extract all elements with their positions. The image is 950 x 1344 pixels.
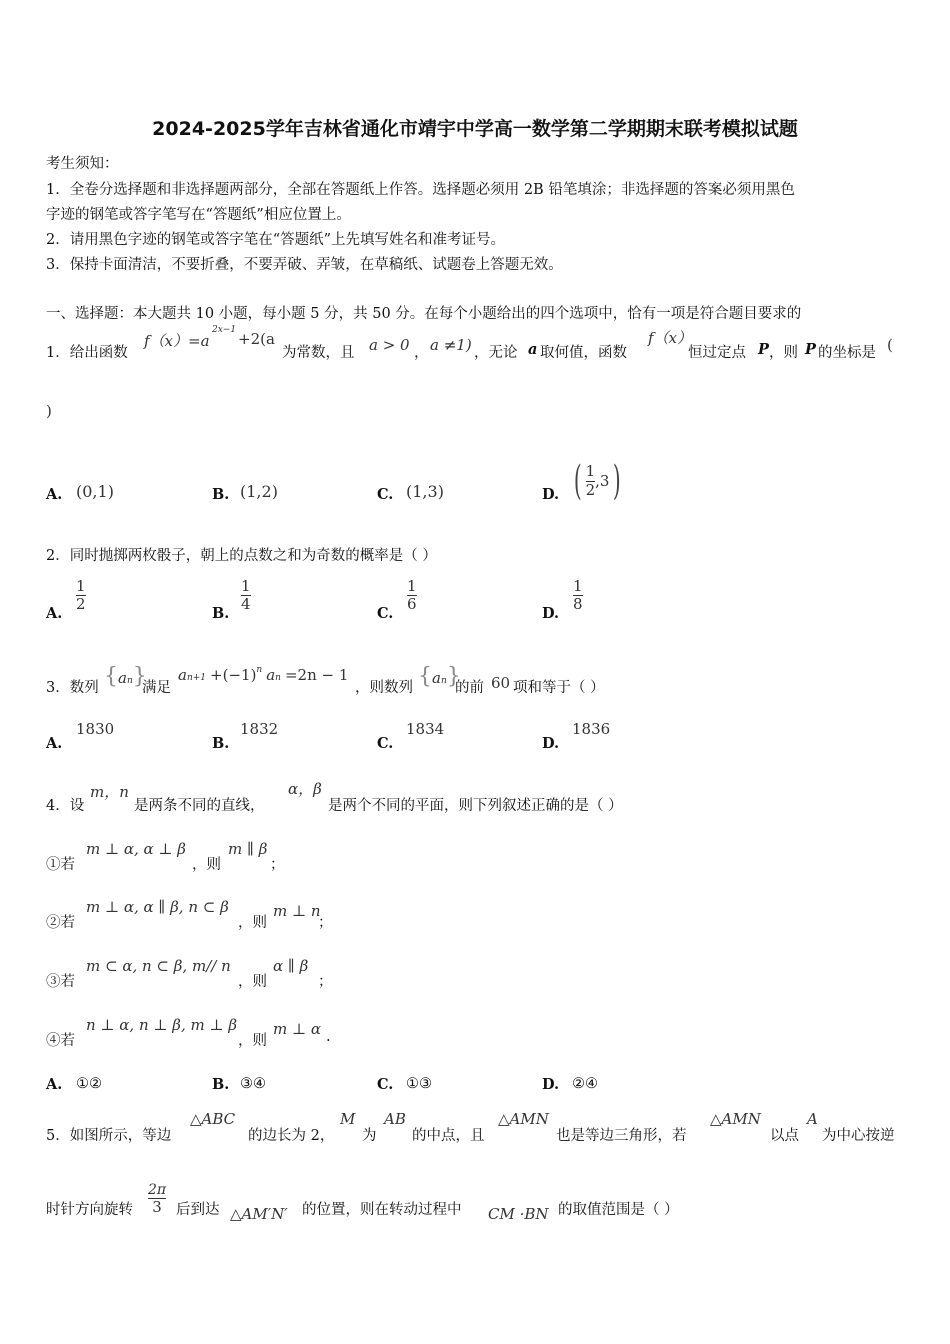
q3-text-4: 的前 xyxy=(455,680,484,696)
q3-label-d: D. xyxy=(542,735,560,752)
q3-option-d: 1836 xyxy=(572,720,611,738)
q2-option-b: 1 4 xyxy=(241,577,251,614)
q4-option-b: ③④ xyxy=(240,1076,266,1092)
q3-label-a: A. xyxy=(46,735,63,752)
q4-s1-then: ，则 xyxy=(192,857,221,873)
q3-label-b: B. xyxy=(212,735,230,752)
q5-text-9: 后到达 xyxy=(176,1202,220,1218)
q5-point-a: A xyxy=(807,1110,818,1128)
q1-label-c: C. xyxy=(377,486,394,503)
q1-open-paren: ( xyxy=(887,336,893,354)
q3-text-2: 满足 xyxy=(142,680,171,696)
q4-s4-condition: n ⊥ α, n ⊥ β, m ⊥ β xyxy=(86,1016,238,1034)
q5-text-10: 的位置，则在转动过程中 xyxy=(302,1202,462,1218)
q1-var-a: a xyxy=(528,341,538,358)
q5-point-m: M xyxy=(340,1110,356,1128)
page-title: 2024-2025学年吉林省通化市靖宇中学高一数学第二学期期末联考模拟试题 xyxy=(152,118,798,140)
q1-text-7: 的坐标是 xyxy=(818,345,876,361)
q1-function-2: f（x） xyxy=(648,329,693,347)
q1-point-p-2: P xyxy=(805,341,816,358)
q2-label-d: D. xyxy=(542,605,560,622)
q1-text-6: ，则 xyxy=(769,345,798,361)
section-heading: 一、选择题：本大题共 10 小题，每小题 5 分，共 50 分。在每个小题给出的四个选项中，恰有一项是符合题目要求的 xyxy=(46,306,802,322)
q3-equation: a n+1 +(−1) n a n =2n − 1 xyxy=(178,665,349,684)
q4-option-a: ①② xyxy=(76,1076,102,1092)
q1-point-p: P xyxy=(758,341,769,358)
q1-text-2: 为常数，且 xyxy=(282,345,355,361)
q1-label-b: B. xyxy=(212,486,230,503)
q4-label-b: B. xyxy=(212,1076,230,1093)
q4-s4-then: ，则 xyxy=(238,1033,267,1049)
q1-number: 1．给出函数 xyxy=(46,345,128,361)
q3-number: 3．数列 xyxy=(46,680,99,696)
q2-option-d: 1 8 xyxy=(573,577,583,614)
q4-s3-condition: m ⊂ α, n ⊂ β, m// n xyxy=(86,957,231,975)
notice-line-3: 3．保持卡面清洁，不要折叠，不要弄破、弄皱，在草稿纸、试题卷上答题无效。 xyxy=(46,257,563,273)
q4-s2-condition: m ⊥ α, α ∥ β, n ⊂ β xyxy=(86,898,229,916)
q4-s2-result: m ⊥ n xyxy=(273,902,321,920)
q1-function-rest: +2(a xyxy=(238,330,275,348)
q4-s3-end: ； xyxy=(318,974,333,990)
q2-label-b: B. xyxy=(212,605,230,622)
q1-label-d: D. xyxy=(542,486,560,503)
q4-s1-prefix: ①若 xyxy=(46,857,75,873)
q4-s2-end: ； xyxy=(318,915,333,931)
q5-text-3: 为 xyxy=(362,1128,377,1144)
q1-option-d: ( $\frac{1}{2}$ ,3 ) xyxy=(573,458,622,504)
q5-text-11: 的取值范围是（ ） xyxy=(558,1202,679,1218)
q2-label-c: C. xyxy=(377,605,394,622)
q4-s3-then: ，则 xyxy=(238,974,267,990)
q5-text-2: 的边长为 2， xyxy=(248,1128,335,1144)
q1-option-a: (0,1) xyxy=(76,482,114,501)
q3-option-a: 1830 xyxy=(76,720,115,738)
q5-text-4: 的中点，且 xyxy=(412,1128,485,1144)
q4-number: 4．设 xyxy=(46,798,85,814)
q1-option-d-num: 1 xyxy=(585,462,596,481)
q5-number: 5．如图所示，等边 xyxy=(46,1128,172,1144)
q4-option-c: ①③ xyxy=(406,1076,432,1092)
q5-dot-product: CM ·BN xyxy=(488,1205,549,1223)
q1-option-b: (1,2) xyxy=(240,482,278,501)
q1-close-paren: ) xyxy=(46,402,52,420)
q3-option-c: 1834 xyxy=(406,720,445,738)
q4-s4-prefix: ④若 xyxy=(46,1033,75,1049)
q3-seq-1: { a n } xyxy=(104,664,147,689)
q4-label-a: A. xyxy=(46,1076,63,1093)
q1-exponent: 2x−1 xyxy=(212,325,237,335)
q5-text-7: 为中心按逆 xyxy=(822,1128,895,1144)
q4-s1-end: ； xyxy=(270,857,285,873)
q4-s2-then: ，则 xyxy=(238,915,267,931)
q2-option-a: 1 2 xyxy=(76,577,86,614)
q5-text-8: 时针方向旋转 xyxy=(46,1202,133,1218)
q4-s1-condition: m ⊥ α, α ⊥ β xyxy=(86,840,186,858)
q1-text-4: 取何值，函数 xyxy=(540,345,627,361)
q4-s4-result: m ⊥ α xyxy=(273,1020,321,1038)
notice-heading: 考生须知： xyxy=(46,156,119,172)
q3-text-5: 项和等于（ ） xyxy=(513,680,605,696)
q5-triangle-amn-rotated: △AM′N′ xyxy=(230,1205,288,1223)
q1-option-c: (1,3) xyxy=(406,482,444,501)
q5-rotation-angle: 2π 3 xyxy=(148,1182,167,1217)
notice-line-1a: 1．全卷分选择题和非选择题两部分，全部在答题纸上作答。选择题必须用 2B 铅笔填涂；非选择题的答案必须用黑色 xyxy=(46,182,795,198)
q4-s3-prefix: ③若 xyxy=(46,974,75,990)
q3-text-3: ，则数列 xyxy=(355,680,413,696)
q5-segment-ab: AB xyxy=(384,1110,406,1128)
notice-line-1b: 字迹的钢笔或答字笔写在“答题纸”相应位置上。 xyxy=(46,207,351,223)
q1-label-a: A. xyxy=(46,486,63,503)
q2-text: 2．同时抛掷两枚骰子，朝上的点数之和为奇数的概率是（ ） xyxy=(46,548,437,564)
q2-option-c: 1 6 xyxy=(407,577,417,614)
q5-text-6: 以点 xyxy=(770,1128,799,1144)
q1-cond-2: a ≠1) xyxy=(430,336,472,354)
q4-planes: α，β xyxy=(288,780,322,798)
q5-triangle-amn: △AMN xyxy=(498,1110,549,1128)
q1-text-5: 恒过定点 xyxy=(688,345,746,361)
q3-label-c: C. xyxy=(377,735,394,752)
q3-seq-2: { a n } xyxy=(418,664,461,689)
q1-function: f（x）=a xyxy=(144,332,210,350)
q3-sixty: 60 xyxy=(491,674,511,692)
q4-text-3: 是两个不同的平面，则下列叙述正确的是（ ） xyxy=(328,798,623,814)
q1-cond-1: a > 0 xyxy=(369,336,410,354)
q4-label-d: D. xyxy=(542,1076,560,1093)
q4-s3-result: α ∥ β xyxy=(273,957,309,975)
q4-s4-end: . xyxy=(326,1029,331,1045)
q2-label-a: A. xyxy=(46,605,63,622)
q5-triangle-amn-2: △AMN xyxy=(710,1110,761,1128)
notice-line-2: 2．请用黑色字迹的钢笔或答字笔在“答题纸”上先填写姓名和准考证号。 xyxy=(46,232,506,248)
q5-text-5: 也是等边三角形，若 xyxy=(556,1128,687,1144)
q4-lines: m，n xyxy=(90,783,129,801)
q4-s1-result: m ∥ β xyxy=(228,840,268,858)
q4-text-2: 是两条不同的直线， xyxy=(134,798,265,814)
q4-option-d: ②④ xyxy=(572,1076,598,1092)
q1-text-3: ，无论 xyxy=(474,345,518,361)
q1-option-d-rest: ,3 xyxy=(595,472,610,490)
q4-label-c: C. xyxy=(377,1076,394,1093)
q1-option-d-den: 2 xyxy=(585,480,596,499)
q4-s2-prefix: ②若 xyxy=(46,915,75,931)
q3-option-b: 1832 xyxy=(240,720,279,738)
q5-triangle-abc: △ABC xyxy=(190,1110,236,1128)
